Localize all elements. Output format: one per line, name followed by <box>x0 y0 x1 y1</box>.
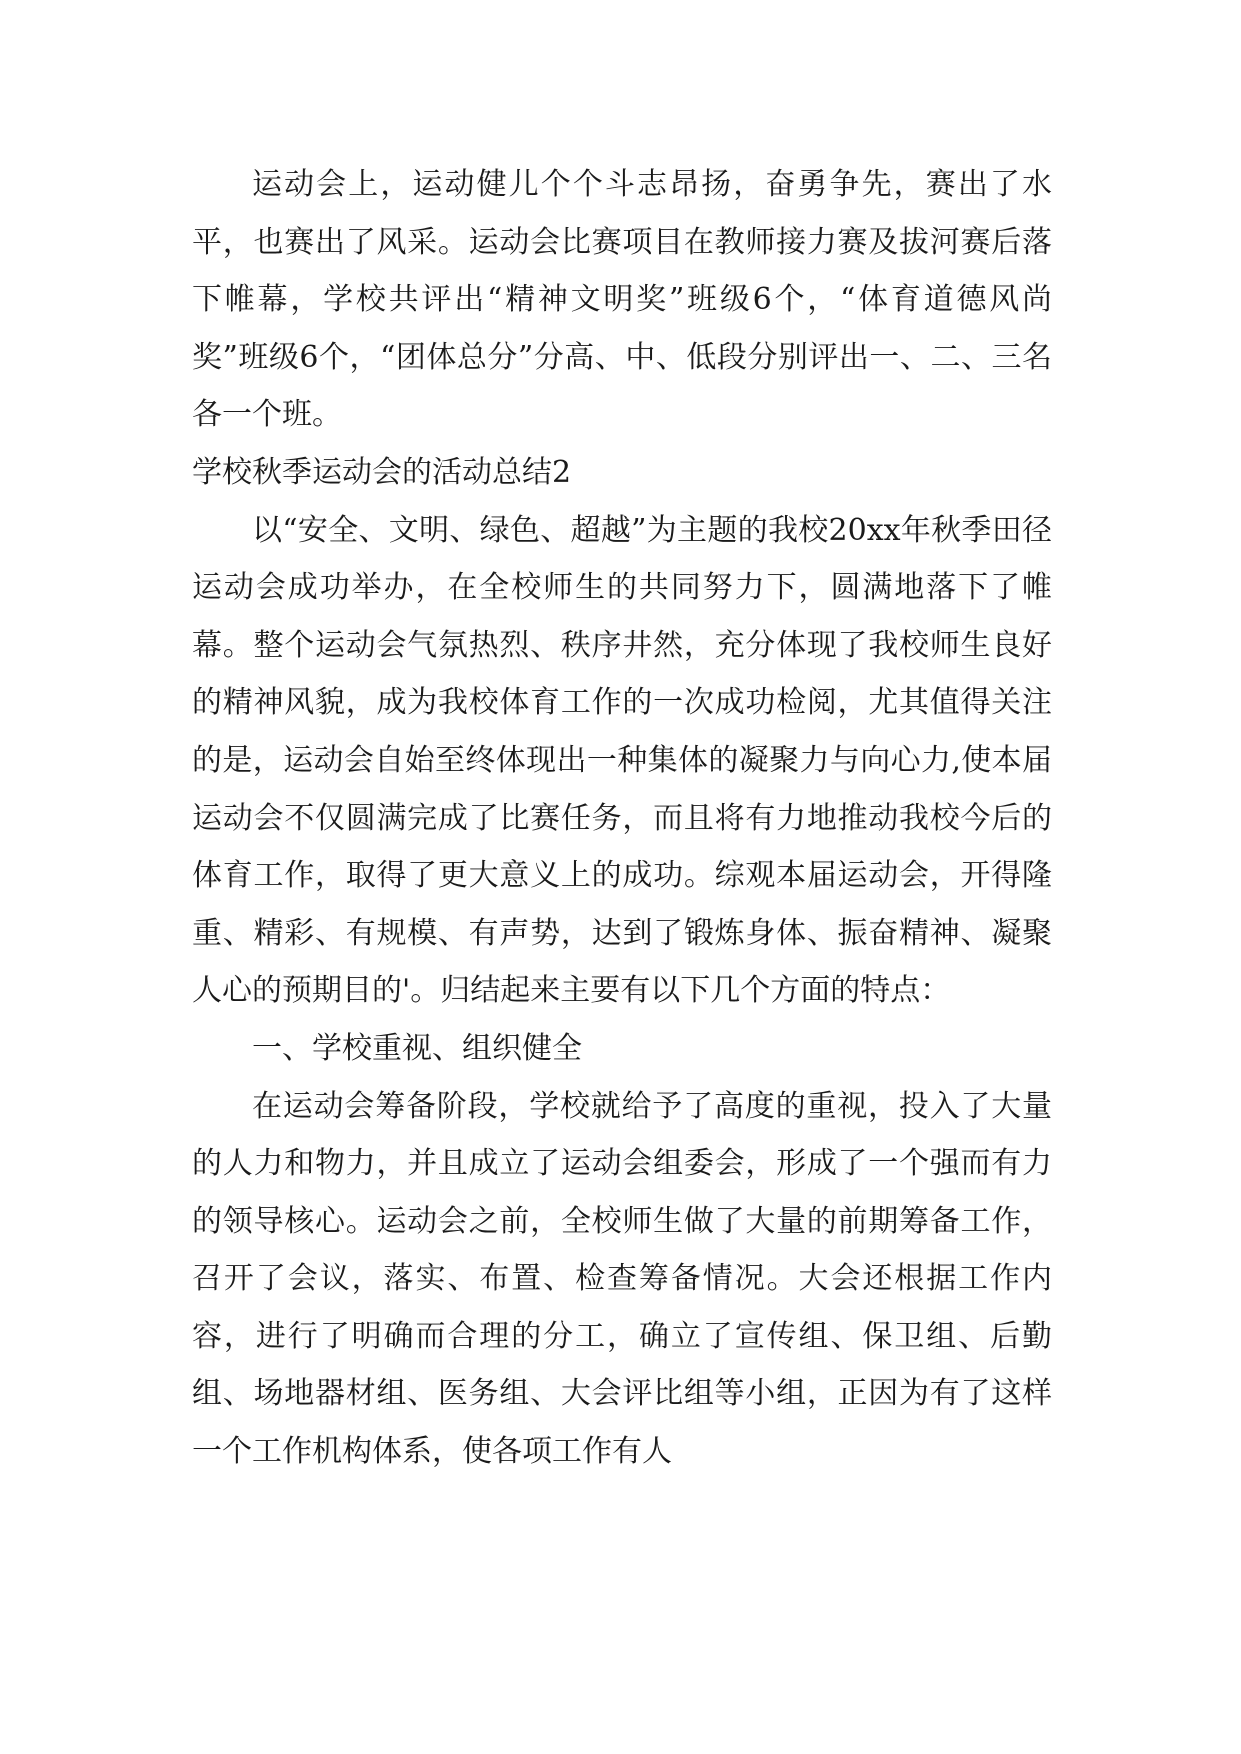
document-body <box>192 156 1052 1481</box>
paragraph-sports-meet-results: 运动会上，运动健儿个个斗志昂扬，奋勇争先，赛出了水平，也赛出了风采。运动会比赛项目在教师接力赛及拔河赛后落下帷幕，学校共评出“精神文明奖”班级6个，“体育道德风尚奖”班级6个，“团体总分”分高、中、低段分别评出一、二、三名各一个班。 <box>192 167 1052 433</box>
paragraph-preparation: 在运动会筹备阶段，学校就给予了高度的重视，投入了大量的人力和物力，并且成立了运动会组委会，形成了一个强而有力的领导核心。运动会之前，全校师生做了大量的前期筹备工作，召开了会议，落实、布置、检查筹备情况。大会还根据工作内容，进行了明确而合理的分工，确立了宣传组、保卫组、后勤组、场地器材组、医务组、大会评比组等小组，正因为有了这样一个工作机构体系，使各项工作有人 <box>192 1088 1052 1470</box>
paragraph-summary-intro: 以“安全、文明、绿色、超越”为主题的我校20xx年秋季田径运动会成功举办，在全校师生的共同努力下，圆满地落下了帷幕。整个运动会气氛热烈、秩序井然，充分体现了我校师生良好的精神风貌，成为我校体育工作的一次成功检阅，尤其值得关注的是，运动会自始至终体现出一种集体的凝聚力与向心力,使本届运动会不仅圆满完成了比赛任务，而且将有力地推动我校今后的体育工作，取得了更大意义上的成功。综观本届运动会，开得隆重、精彩、有规模、有声势，达到了锻炼身体、振奋精神、凝聚人心的预期目的'。归结起来主要有以下几个方面的特点： <box>192 512 1052 1009</box>
subheading-school-attention: 一、学校重视、组织健全 <box>252 1030 582 1066</box>
section-title: 学校秋季运动会的活动总结2 <box>192 454 572 490</box>
